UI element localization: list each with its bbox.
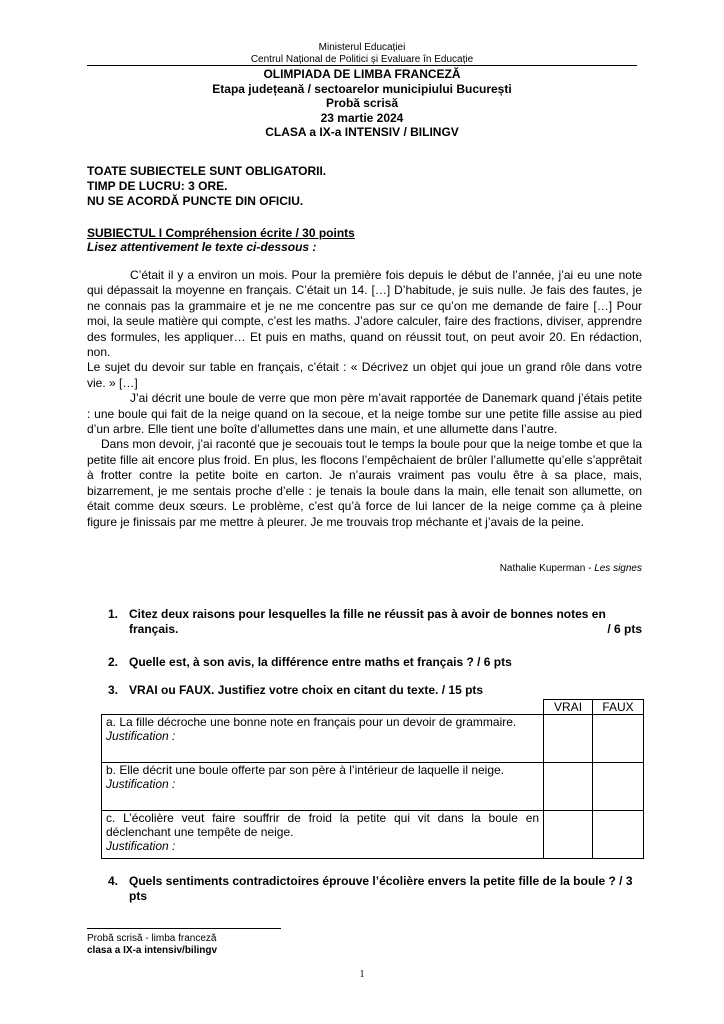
faux-cell[interactable] — [593, 763, 644, 811]
center-name: Centrul Național de Politici și Evaluare în Educație — [250, 54, 474, 65]
justification-label[interactable]: Justification : — [106, 839, 176, 853]
question-2 — [108, 655, 642, 670]
ministry-name: Ministerul Educației — [318, 42, 406, 53]
instructions — [87, 164, 642, 209]
passage-paragraph: J’ai décrit une boule de verre que mon père m’avait rapportée de Danemark quand j’étais petite : une boule qui fait de la neige quand on la secoue, et la neige tombe sur une petite fille assise au pied d’un arbre. Elle tient une boîte d’allumettes dans une main, et une allumette dans l’autre. — [87, 391, 642, 437]
stage-title: Etapa județeană / sectoarelor municipiului București — [212, 82, 512, 96]
question-number: 2. — [108, 655, 119, 669]
table-row — [102, 715, 644, 763]
class-level: CLASA a IX-a INTENSIV / BILINGV — [265, 125, 459, 139]
vrai-cell[interactable] — [544, 811, 593, 859]
justification-label[interactable]: Justification : — [106, 777, 176, 791]
page-number: 1 — [359, 969, 365, 980]
olympiad-title: OLIMPIADA DE LIMBA FRANCEZĂ — [263, 67, 461, 81]
true-false-table — [101, 699, 644, 859]
statement-cell — [102, 811, 544, 859]
exam-type: Probă scrisă — [325, 96, 399, 110]
table-header-row — [102, 700, 644, 715]
footer-exam: Probă scrisă - limba franceză — [87, 933, 217, 944]
vrai-cell[interactable] — [544, 715, 593, 763]
passage-paragraph: C’était il y a environ un mois. Pour la première fois depuis le début de l’année, j’ai eu une note qui dépassait la moyenne en français. C’était un 14. […] D’habitude, je suis nulle. Je fais des fautes, je ne connais pas la grammaire et je ne me concentre pas sur ce qu’on me demande de faire […] Pour moi, la seule matière qui compte, c’est les maths. J’adore calculer, faire des fractions, diviser, apprendre des formules, les appliquer… Et puis en maths, quand on réussit tout, on peut avoir 20. En rédaction, non. — [87, 268, 642, 360]
question-3 — [108, 683, 642, 698]
section-title: SUBIECTUL I Compréhension écrite / 30 points — [87, 226, 355, 240]
instruction-line: TOATE SUBIECTELE SUNT OBLIGATORII. — [87, 164, 327, 178]
instruction-line: TIMP DE LUCRU: 3 ORE. — [87, 179, 228, 193]
section-heading — [87, 226, 642, 241]
statement-text: b. Elle décrit une boule offerte par son père à l’intérieur de laquelle il neige. — [106, 763, 505, 777]
header-divider — [87, 65, 637, 66]
question-points: / 6 pts — [607, 622, 642, 636]
question-text: Citez deux raisons pour lesquelles la fille ne réussit pas à avoir de bonnes notes en français. — [129, 607, 606, 636]
question-text: Quelle est, à son avis, la différence entre maths et français ? / 6 pts — [129, 655, 512, 669]
footer-divider — [87, 928, 281, 929]
question-text: VRAI ou FAUX. Justifiez votre choix en citant du texte. / 15 pts — [129, 683, 484, 697]
citation-work: Les signes — [594, 563, 642, 574]
question-1 — [108, 607, 642, 637]
passage-paragraph: Dans mon devoir, j’ai raconté que je secouais tout le temps la boule pour que la neige tombe et que la petite fille ait encore plus froid. En plus, les flocons l’empêchaient de brûler l’allumette qu’elle s’apprêtait à frotter contre la petite boite en carton. Je n’aurais vraiment pas voulu être à sa place, mais, bizarrement, je me sentais proche d’elle : je tenais la boule dans la main, elle tenait son allumette, on était comme deux sœurs. Le problème, c’est qu’à force de lui lancer de la neige comme ça à pleine figure je finissais par me mettre à pleurer. Je me trouvais trop méchante et j’avais de la peine. — [87, 437, 643, 529]
table-row — [102, 811, 644, 859]
citation — [500, 563, 642, 574]
passage-paragraph: Le sujet du devoir sur table en français, c’était : « Décrivez un objet qui joue un grand rôle dans votre vie. » […] — [87, 360, 642, 390]
faux-header: FAUX — [593, 700, 644, 715]
instruction-line: NU SE ACORDĂ PUNCTE DIN OFICIU. — [87, 194, 304, 208]
statement-text: a. La fille décroche une bonne note en français pour un devoir de grammaire. — [106, 715, 517, 729]
question-number: 3. — [108, 683, 119, 697]
question-number: 4. — [108, 874, 119, 888]
reading-passage — [87, 268, 642, 530]
vrai-cell[interactable] — [544, 763, 593, 811]
citation-author: Nathalie Kuperman - — [499, 563, 595, 574]
footer-class: clasa a IX-a intensiv/bilingv — [87, 945, 218, 956]
statement-text: c. L’écolière veut faire souffrir de froid la petite qui vit dans la boule en déclenchant une tempête de neige. — [106, 811, 540, 839]
justification-label[interactable]: Justification : — [106, 729, 176, 743]
statement-cell — [102, 715, 544, 763]
table-header-blank — [102, 700, 544, 715]
faux-cell[interactable] — [593, 811, 644, 859]
statement-cell — [102, 763, 544, 811]
exam-date: 23 martie 2024 — [320, 111, 404, 125]
vrai-header: VRAI — [544, 700, 593, 715]
question-4 — [108, 874, 642, 904]
table-row — [102, 763, 644, 811]
question-text: Quels sentiments contradictoires éprouve l’écolière envers la petite fille de la boule ? / 3 pts — [129, 874, 633, 903]
faux-cell[interactable] — [593, 715, 644, 763]
question-number: 1. — [108, 607, 119, 621]
section-instruction: Lisez attentivement le texte ci-dessous : — [87, 240, 317, 254]
